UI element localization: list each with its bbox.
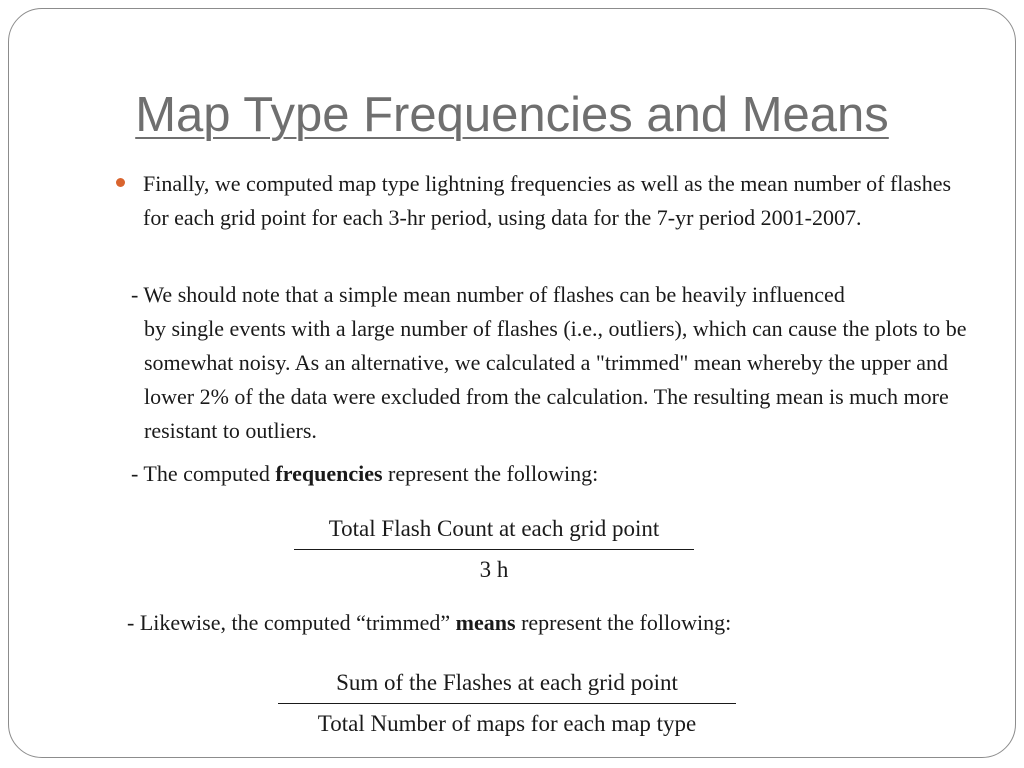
mean-formula-numerator: Sum of the Flashes at each grid point: [278, 668, 736, 704]
slide-title: Map Type Frequencies and Means: [135, 88, 889, 142]
frequencies-keyword: frequencies: [275, 461, 383, 486]
means-note-prefix: - Likewise, the computed “trimmed”: [127, 610, 456, 635]
means-note: [127, 606, 887, 640]
frequency-formula-numerator: Total Flash Count at each grid point: [294, 514, 694, 550]
frequency-formula-denominator: 3 h: [479, 557, 509, 582]
bullet-paragraph: Finally, we computed map type lightning frequencies as well as the mean number of flashes for each grid point for each 3-hr period, using data for the 7-yr period 2001-2007.: [143, 171, 952, 230]
mean-formula-denominator: Total Number of maps for each map type: [317, 711, 697, 736]
means-keyword: means: [455, 610, 516, 635]
frequency-formula: [294, 514, 694, 585]
frequencies-note-prefix: - The computed: [131, 461, 276, 486]
outlier-note-rest: by single events with a large number of flashes (i.e., outliers), which can cause the plots to be somewhat noisy. As an alternative, we calculated a "trimmed" mean whereby the upper and lower 2% of the data were excluded from the calculation. The resulting mean is much more resistant to outliers.: [144, 316, 967, 443]
outlier-note: [131, 278, 971, 448]
frequencies-note: [131, 457, 831, 491]
frequencies-note-suffix: represent the following:: [382, 461, 599, 486]
mean-formula: [278, 668, 736, 739]
bullet-dot-icon: [116, 178, 125, 187]
outlier-note-first-line: - We should note that a simple mean number of flashes can be heavily influenced: [131, 282, 845, 307]
means-note-suffix: represent the following:: [515, 610, 732, 635]
